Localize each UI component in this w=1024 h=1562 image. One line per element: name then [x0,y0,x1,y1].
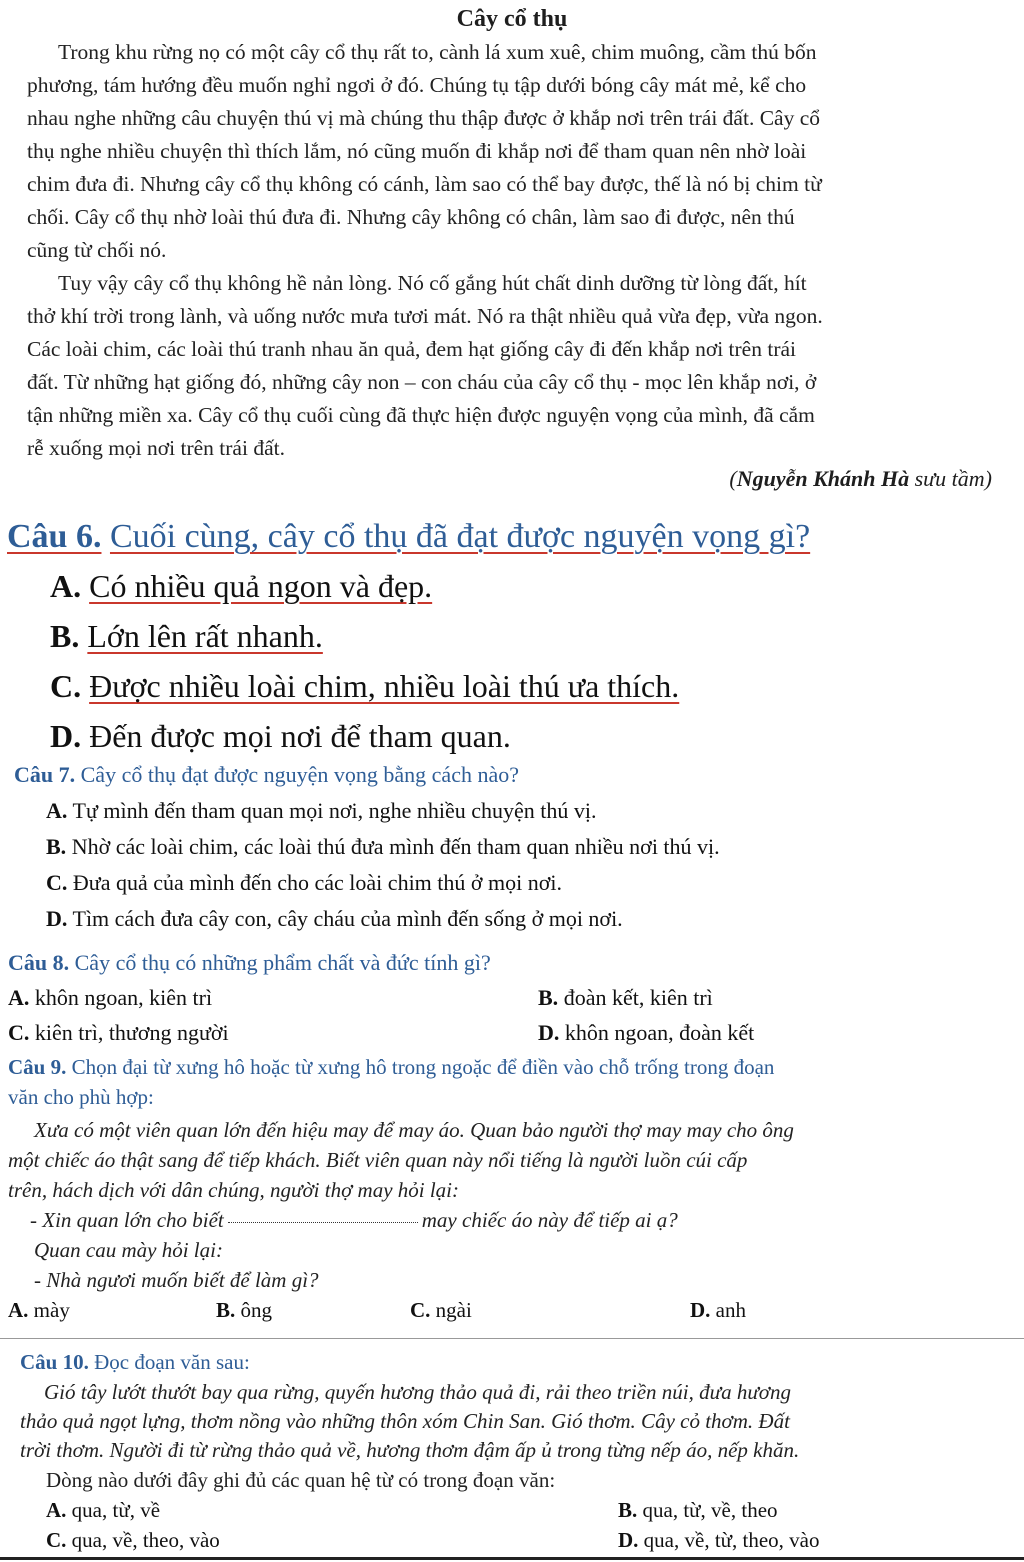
story-line: đất. Từ những hạt giống đó, những cây non – con cháu của cây cổ thụ - mọc lên khắp nơi, ở [27,370,817,394]
option-text: qua, về, theo, vào [71,1528,220,1552]
story-line: Các loài chim, các loài thú tranh nhau ăn quả, đem hạt giống cây đi đến khắp nơi trên trái [27,337,796,361]
story-attribution: (Nguyễn Khánh Hà sưu tầm) [729,466,992,491]
question-text: Cây cổ thụ có những phẩm chất và đức tính gì? [74,950,491,975]
question-label: Câu 10. [20,1350,89,1374]
option-text: qua, từ, về [71,1498,161,1522]
passage-line: - Nhà ngươi muốn biết để làm gì? [34,1268,319,1292]
q8-option-c[interactable] [8,1020,229,1046]
story-line: thụ nghe nhiều chuyện thì thích lắm, nó cũng muốn đi khắp nơi để tham quan nên nhờ loài [27,139,807,163]
q7-option-b[interactable] [46,834,720,860]
passage-line: Quan cau mày hỏi lại: [34,1238,223,1262]
option-key: A. [46,1498,67,1522]
page-title: Cây cổ thụ [456,6,568,32]
q10-option-c[interactable] [46,1528,220,1553]
option-text: kiên trì, thương người [34,1020,229,1045]
option-text: ngài [435,1298,472,1322]
question-9-cont: văn cho phù hợp: [8,1085,154,1109]
blank-field[interactable] [228,1221,418,1223]
q6-option-a[interactable] [50,568,432,605]
story-line: thở khí trời trong lành, và uống nước mưa tươi mát. Nó ra thật nhiều quả vừa đẹp, vừa ngon. [27,304,823,328]
story-line: rễ xuống mọi nơi trên trái đất. [27,436,285,460]
option-key: D. [618,1528,639,1552]
q9-option-a[interactable] [8,1298,70,1323]
option-text: qua, từ, về, theo [642,1498,778,1522]
option-text: Tự mình đến tham quan mọi nơi, nghe nhiều chuyện thú vị. [72,798,597,823]
option-text: khôn ngoan, kiên trì [34,985,213,1010]
passage-text: may chiếc áo này để tiếp ai ạ? [421,1208,678,1232]
q7-option-d[interactable] [46,906,623,932]
passage-line: Xưa có một viên quan lớn đến hiệu may để may áo. Quan bảo người thợ may may cho ông [34,1118,794,1142]
q9-option-b[interactable] [216,1298,272,1323]
option-key: C. [50,668,82,704]
option-key: B. [538,985,559,1010]
q8-option-d[interactable] [538,1020,754,1046]
passage-line: trên, hách dịch với dân chúng, người thợ may hỏi lại: [8,1178,460,1202]
option-text: đoàn kết, kiên trì [563,985,713,1010]
bottom-border [0,1557,1024,1560]
option-text: Đưa quả của mình đến cho các loài chim thú ở mọi nơi. [72,870,563,895]
story-line: chim đưa đi. Nhưng cây cổ thụ không có cánh, làm sao có thể bay được, thế là nó bị chim từ [27,172,822,196]
option-key: A. [8,985,30,1010]
option-key: A. [50,568,82,604]
option-text: qua, về, từ, theo, vào [643,1528,820,1552]
option-key: A. [8,1298,29,1322]
option-text: anh [715,1298,746,1322]
fill-blank-line [30,1208,678,1233]
option-key: B. [46,834,67,859]
option-key: A. [46,798,68,823]
q6-option-b[interactable] [50,618,323,655]
question-6 [7,518,810,556]
story-line: tận những miền xa. Cây cổ thụ cuối cùng đã thực hiện được nguyện vọng của mình, đã cắm [27,403,815,427]
question-instruction: Dòng nào dưới đây ghi đủ các quan hệ từ có trong đoạn văn: [46,1468,556,1492]
story-line: nhau nghe những câu chuyện thú vị mà chúng thu thập được ở khắp nơi trên trái đất. Cây cổ [27,106,820,130]
question-7 [14,762,519,788]
q7-option-a[interactable] [46,798,596,824]
option-text: Tìm cách đưa cây con, cây cháu của mình đến sống ở mọi nơi. [72,906,623,931]
story-line: phương, tám hướng đều muốn nghỉ ngơi ở đó. Chúng tụ tập dưới bóng cây mát mẻ, kể cho [27,73,807,97]
option-key: B. [618,1498,638,1522]
option-text: Đến được mọi nơi để tham quan. [89,718,511,754]
option-key: B. [50,618,80,654]
q7-option-c[interactable] [46,870,562,896]
q10-option-a[interactable] [46,1498,160,1523]
option-text: Có nhiều quả ngon và đẹp. [89,568,433,604]
option-key: C. [46,1528,67,1552]
option-key: C. [46,870,68,895]
q8-option-b[interactable] [538,985,713,1011]
option-key: C. [410,1298,431,1322]
story-line: cũng từ chối nó. [27,238,167,262]
story-line: chối. Cây cổ thụ nhờ loài thú đưa đi. Nhưng cây không có chân, làm sao đi được, nên thú [27,205,795,229]
passage-line: một chiếc áo thật sang để tiếp khách. Biết viên quan này nổi tiếng là người luồn cúi cấp [8,1148,748,1172]
story-line: Tuy vậy cây cổ thụ không hề nản lòng. Nó cố gắng hút chất dinh dưỡng từ lòng đất, hít [58,271,807,295]
option-key: C. [8,1020,30,1045]
q10-option-b[interactable] [618,1498,778,1523]
passage-line: trời thơm. Người đi từ rừng thảo quả về, hương thơm đậm ấp ủ trong từng nếp áo, nếp khăn. [20,1438,800,1462]
q10-option-d[interactable] [618,1528,820,1553]
passage-line: thảo quả ngọt lựng, thơm nồng vào những thôn xóm Chin San. Gió thơm. Cây cỏ thơm. Đất [20,1409,790,1433]
option-text: khôn ngoan, đoàn kết [564,1020,755,1045]
question-label: Câu 8. [8,950,70,975]
author-note: sưu tầm [914,466,985,491]
q9-option-c[interactable] [410,1298,472,1323]
question-text: Cây cổ thụ đạt được nguyện vọng bằng cách nào? [80,762,519,787]
question-label: Câu 9. [8,1055,67,1079]
question-text: Chọn đại từ xưng hô hoặc từ xưng hô trong ngoặc để điền vào chỗ trống trong đoạn [71,1055,775,1079]
passage-line: Gió tây lướt thướt bay qua rừng, quyến hương thảo quả đi, rải theo triền núi, đưa hương [44,1380,792,1404]
question-10 [20,1350,250,1375]
question-text: Đọc đoạn văn sau: [94,1350,250,1374]
q8-option-a[interactable] [8,985,212,1011]
option-key: D. [50,718,82,754]
option-text: Lớn lên rất nhanh. [87,618,323,654]
story-line: Trong khu rừng nọ có một cây cổ thụ rất to, cành lá xum xuê, chim muông, cầm thú bốn [58,40,817,64]
q9-option-d[interactable] [690,1298,746,1323]
passage-text: - Xin quan lớn cho biết [30,1208,224,1232]
option-key: D. [538,1020,560,1045]
option-key: D. [690,1298,711,1322]
q6-option-c[interactable] [50,668,679,705]
author-name: Nguyễn Khánh Hà [736,466,910,491]
option-key: B. [216,1298,236,1322]
option-text: mày [33,1298,70,1322]
question-text: Cuối cùng, cây cổ thụ đã đạt được nguyện vọng gì? [109,518,811,555]
section-divider [0,1338,1024,1339]
question-9 [8,1055,774,1080]
option-text: Nhờ các loài chim, các loài thú đưa mình đến tham quan nhiều nơi thú vị. [71,834,720,859]
question-label: Câu 6. [7,518,102,555]
option-text: ông [240,1298,273,1322]
question-8 [8,950,491,976]
option-text: Được nhiều loài chim, nhiều loài thú ưa thích. [89,668,680,704]
option-key: D. [46,906,68,931]
q6-option-d[interactable] [50,718,511,755]
question-label: Câu 7. [14,762,76,787]
